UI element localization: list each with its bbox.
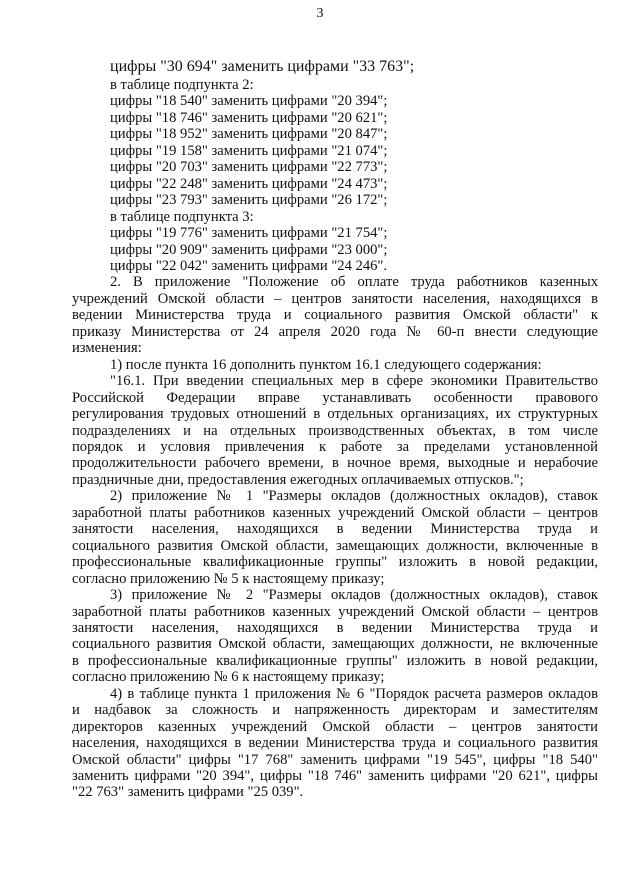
text-line: занятости населения, находящихся в ведении Министерства труда и xyxy=(72,521,598,538)
text-line: 2. В приложение "Положение об оплате труда работников казенных xyxy=(110,274,598,291)
text-line: в таблице подпункта 2: xyxy=(110,77,254,93)
text-line: цифры "19 158" заменить цифрами "21 074"; xyxy=(110,142,388,159)
text-line: 4) в таблице пункта 1 приложения № 6 "Порядок расчета размеров окладов xyxy=(110,685,598,702)
text-line: цифры "22 042" заменить цифрами "24 246". xyxy=(110,257,388,274)
text-line: в профессиональные квалификационные группы" изложить в новой редакции, xyxy=(72,652,598,669)
text-line: занятости населения, находящихся в ведении Министерства труда и xyxy=(72,619,598,636)
text-line: заменить цифрами "20 394", цифры "18 746" заменить цифрами "20 621", цифры xyxy=(72,768,598,785)
text-line: заработной платы работников казенных учреждений Омской области – центров xyxy=(72,504,598,521)
text-line: цифры "20 909" заменить цифрами "23 000"; xyxy=(110,241,388,258)
text-line: подразделениях и на отдельных производственных объектах, в том числе xyxy=(72,422,598,439)
text-line: продолжительности рабочего времени, в ночное время, выходные и нерабочие xyxy=(72,455,598,472)
text-line: в таблице подпункта 3: xyxy=(110,208,254,225)
text-line: Омской области" цифры "17 768" заменить цифрами "19 545", цифры "18 540" xyxy=(72,751,598,768)
text-line: заработной платы работников казенных учреждений Омской области – центров xyxy=(72,603,598,620)
text-line: цифры "30 694" заменить цифрами "33 763"; xyxy=(110,58,415,75)
text-line: профессиональные квалификационные группы" изложить в новой редакции, xyxy=(72,554,598,571)
text-line: цифры "18 952" заменить цифрами "20 847"; xyxy=(110,126,388,143)
text-line: "16.1. При введении специальных мер в сфере экономики Правительство xyxy=(110,373,598,390)
paragraph-subitem-2 xyxy=(0,488,640,587)
text-line: социального развития Омской области, замещающих должности, не включенные xyxy=(72,636,598,653)
text-line: ведении Министерства труда и социального развития Омской области" к xyxy=(72,307,598,324)
text-line: директоров казенных учреждений Омской области – центров занятости xyxy=(72,718,598,735)
text-line: порядок и условия привлечения к работе за пределами установленной xyxy=(72,438,598,455)
text-line: "22 763" заменить цифрами "25 039". xyxy=(72,784,304,801)
document-body xyxy=(0,57,640,801)
text-line: населения, находящихся в ведении Министерства труда и социального развития xyxy=(72,735,598,752)
text-line: цифры "23 793" заменить цифрами "26 172"; xyxy=(110,192,388,209)
text-line: цифры "20 703" заменить цифрами "22 773"; xyxy=(110,159,388,176)
text-line: приказу Министерства от 24 апреля 2020 года № 60-п внести следующие xyxy=(72,323,598,340)
text-line: регулирования трудовых отношений в отдельных организациях, их структурных xyxy=(72,406,598,423)
text-line: цифры "18 746" заменить цифрами "20 621"; xyxy=(110,109,388,126)
text-line: цифры "18 540" заменить цифрами "20 394"; xyxy=(110,93,388,110)
paragraph-subitem-3 xyxy=(0,587,640,686)
paragraph-subitem-1 xyxy=(0,357,640,373)
text-line: и надбавок за сложность и напряженность директорам и заместителям xyxy=(72,702,598,719)
text-line: учреждений Омской области – центров занятости населения, находящихся в xyxy=(72,290,598,307)
text-line: цифры "19 776" заменить цифрами "21 754"; xyxy=(110,225,388,242)
text-line: согласно приложению № 6 к настоящему приказу; xyxy=(72,669,385,686)
paragraph-point-16-1 xyxy=(0,373,640,488)
text-line: Российской Федерации вправе устанавливать особенности правового xyxy=(72,389,598,406)
text-line: цифры "22 248" заменить цифрами "24 473"; xyxy=(110,175,388,192)
text-line: праздничные дни, предоставления ежегодных оплачиваемых отпусков."; xyxy=(72,471,524,488)
text-line: 2) приложение № 1 "Размеры окладов (должностных окладов), ставок xyxy=(110,488,598,505)
paragraph-subitem-4 xyxy=(0,686,640,801)
text-line: 1) после пункта 16 дополнить пунктом 16.1 следующего содержания: xyxy=(110,356,542,373)
page-number: 3 xyxy=(316,6,324,21)
text-line: согласно приложению № 5 к настоящему приказу; xyxy=(72,570,385,587)
text-line: социального развития Омской области, замещающих должности, включенные в xyxy=(72,537,598,554)
text-line: 3) приложение № 2 "Размеры окладов (должностных окладов), ставок xyxy=(110,587,598,604)
paragraph-item-2 xyxy=(0,274,640,356)
text-line: изменения: xyxy=(72,340,142,357)
